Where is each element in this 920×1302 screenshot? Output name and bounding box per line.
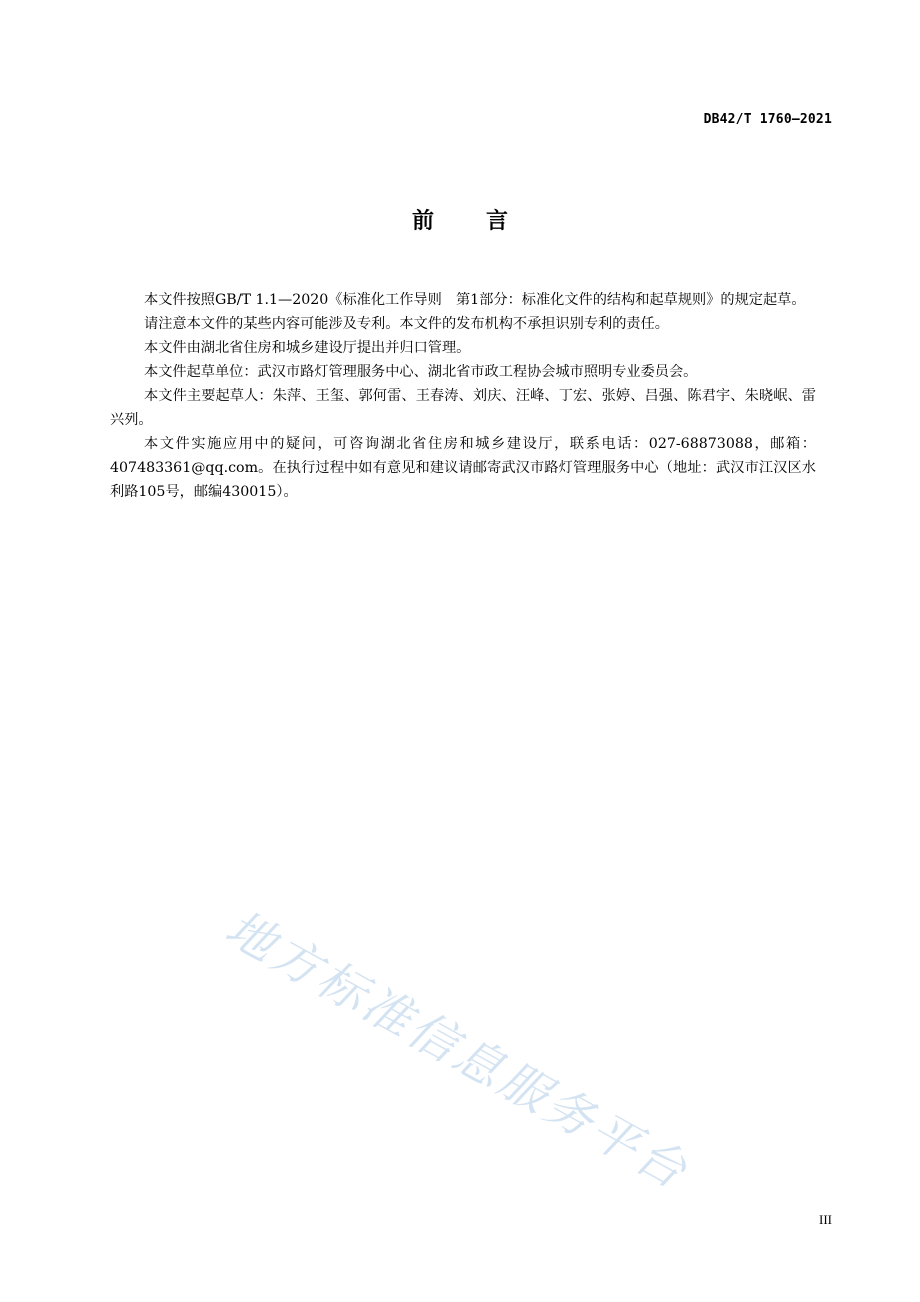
paragraph-contact: 本文件实施应用中的疑问，可咨询湖北省住房和城乡建设厅，联系电话：027-68873088，邮箱：407483361@qq.com。在执行过程中如有意见和建议请邮寄武汉市路灯管理服务中心（地址：武汉市江汉区水利路105号，邮编430015）。 (110, 436, 816, 500)
paragraph-patent-notice: 请注意本文件的某些内容可能涉及专利。本文件的发布机构不承担识别专利的责任。 (144, 316, 669, 332)
watermark: 地方标准信息服务平台 (216, 899, 699, 1202)
paragraph-drafters: 本文件主要起草人：朱萍、王玺、郭何雷、王春涛、刘庆、汪峰、丁宏、张婷、吕强、陈君宇、朱晓岷、雷兴列。 (110, 388, 816, 428)
paragraph-drafting-units: 本文件起草单位：武汉市路灯管理服务中心、湖北省市政工程协会城市照明专业委员会。 (144, 364, 698, 380)
preface-body (110, 288, 816, 504)
page-number: III (819, 1212, 832, 1227)
paragraph-proposer: 本文件由湖北省住房和城乡建设厅提出并归口管理。 (144, 340, 471, 356)
paragraph-drafting-rules: 本文件按照GB/T 1.1—2020《标准化工作导则 第1部分：标准化文件的结构和起草规则》的规定起草。 (144, 292, 806, 308)
document-code: DB42/T 1760—2021 (703, 112, 832, 127)
section-title: 前言 (411, 209, 560, 234)
